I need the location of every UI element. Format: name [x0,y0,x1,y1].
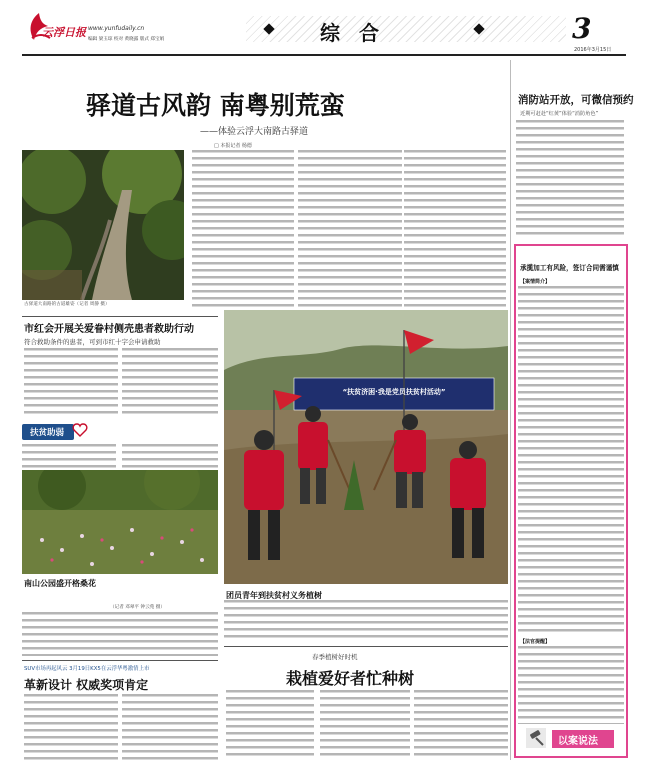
rule-bottomleft [22,660,218,661]
site-url: www.yunfudaily.cn [88,25,145,32]
redcross-subtitle: 符合救助条件的患者，可到市红十字会申请救助 [24,338,161,346]
fire-station-subtitle: 近期可赶赴“红黄”体验“消防角色” [520,111,599,117]
body-text-block [122,444,218,468]
rule-planting-top [224,646,508,647]
case-law-badge-label: 以案说法 [558,736,598,747]
rule-redcross-top [22,316,218,317]
lead-photo-caption: 古驿道大南路的古道雄姿（记者 周静 摄） [24,302,110,307]
lead-byline: □ 本报记者 杨德 [214,143,252,149]
case-box-headline: 承揽加工有风险，签订合同需谨慎 [520,264,619,272]
bottomleft-kicker: SUV市场再起风云 3月19日KX5在云浮华粤激情上市 [24,666,150,672]
tree-planting-caption-title: 团员青年到扶贫村义务植树 [226,590,322,600]
badge-help-poor [22,424,74,440]
tree-planting-photo [224,310,508,584]
bottomleft-headline: 革新设计 权威奖项肯定 [24,678,149,692]
lead-photo [22,150,184,300]
lead-headline: 驿道古风韵 南粤别荒蛮 [86,91,345,120]
body-text-block [122,694,218,760]
page-number: 3 [572,12,592,45]
body-text-block [414,690,508,760]
badge-help-poor-label: 扶贫助弱 [30,428,65,438]
body-text-block [516,120,624,238]
rule-right-col [510,60,511,760]
body-text-block [24,694,118,760]
tree-planting-banner-text: “扶贫济困·我是党员扶贫村活动” [342,388,446,396]
issue-date: 2016年3月15日 [574,47,612,53]
section-band [246,16,566,42]
section-diamond-left-icon [262,22,276,36]
nanshan-headline: 南山公园盛开格桑花 [24,578,96,588]
masthead-rule [22,54,626,56]
masthead [0,0,646,52]
planting-headline: 栽植爱好者忙种树 [286,669,415,688]
nanshan-caption: （记者 邓翠平 钟云苑 摄） [110,605,165,610]
body-text-block [22,612,218,656]
body-text-block [122,348,218,418]
gavel-icon [524,726,548,750]
redcross-headline: 市红会开展关爱眷村侧壳患者救助行动 [24,324,194,335]
body-text-block [226,690,314,760]
lead-subtitle: ——体验云浮大南路古驿道 [200,127,309,137]
newspaper-logo-text: 云浮日报 [42,26,86,39]
case-tag-summary: 【案情简介】 [520,279,551,285]
fire-station-headline: 消防站开放，可微信预约 [518,94,634,106]
lead-body-col-1 [22,310,110,315]
body-text-block [24,348,118,418]
case-box [514,244,628,758]
heart-icon [72,422,88,438]
body-text-block [320,690,410,760]
case-law-badge [552,730,614,748]
body-text-block [224,600,508,642]
lead-body-text-block [192,150,504,310]
planting-kicker: 春季植树好时机 [312,653,358,661]
body-text-block [22,444,116,468]
section-title: 综 合 [320,21,385,45]
section-diamond-right-icon [472,22,486,36]
editor-line: 编辑 梁玉琼 校对 黄晓露 版式 郑宝娟 [88,37,165,42]
nanshan-photo [22,470,218,574]
case-tag-judge-tip: 【法官提醒】 [520,639,551,645]
